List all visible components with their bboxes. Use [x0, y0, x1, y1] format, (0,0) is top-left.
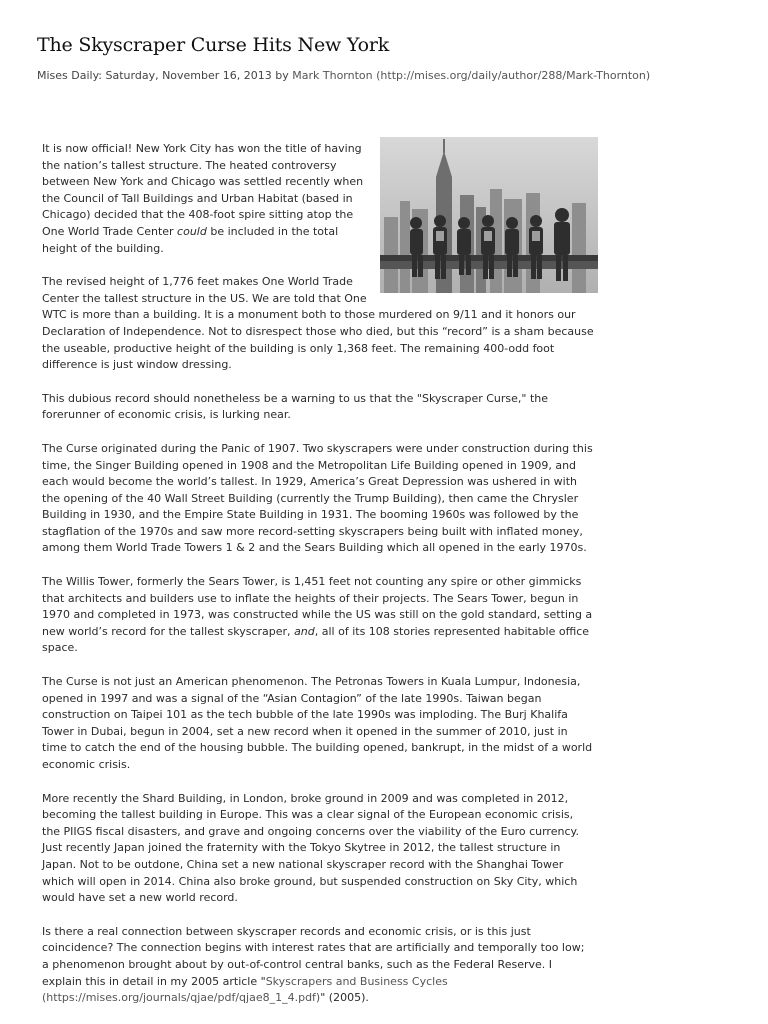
byline-source-date: Mises Daily: Saturday, November 16, 2013 by: [37, 69, 293, 82]
article-body: [42, 141, 594, 1024]
skyscrapers-business-cycles-link[interactable]: Skyscrapers and Business Cycles (https://mises.org/journals/qjae/pdf/qjae8_1_4.pdf): [42, 974, 448, 1005]
paragraph-8: Is there a real connection between skyscraper records and economic crisis, or is this just coincidence? The connection begins with interest rates that are artificially and temporally too low; a phenomenon brought about by out-of-control central banks, such as the Federal Reserve. I explain this in detail in my 2005 article "Skyscrapers and Business Cycles (https://mises.org/journals/qjae/pdf/qjae8_1_4.pdf)" (2005).: [42, 924, 585, 1005]
paragraph-5: The Willis Tower, formerly the Sears Tower, is 1,451 feet not counting any spire or other gimmicks that architects and builders use to inflate the heights of their projects. The Sears Tower, begun in 1970 and completed in 1973, was constructed while the US was still on the gold standard, setting a new world’s record for the tallest skyscraper, and, all of its 108 stories represented habitable office space.: [42, 575, 593, 655]
author-link[interactable]: Mark Thornton: [292, 69, 373, 82]
paragraph-4: The Curse originated during the Panic of 1907. Two skyscrapers were under construction during this time, the Singer Building opened in 1908 and the Metropolitan Life Building opened in 1909, and each would become the world’s tallest. In 1929, America’s Great Depression was ushered in with the opening of the 40 Wall Street Building (currently the Trump Building), then came the Chrysler Building in 1930, and the Empire State Building in 1931. The booming 1960s was followed by the stagflation of the 1970s and saw more record-setting skyscrapers being built with inflated money, among them World Trade Towers 1 & 2 and the Sears Building which all opened in the early 1970s.: [42, 441, 593, 555]
paragraph-1: It is now official! New York City has won the title of having the nation’s tallest structure. The heated controversy between New York and Chicago was settled recently when the Council of Tall Buildings and Urban Habitat (based in Chicago) decided that the 408-foot spire sitting atop the One World Trade Center could be included in the total height of the building.: [42, 142, 364, 255]
paragraph-2: The revised height of 1,776 feet makes One World Trade Center the tallest structure in the US. We are told that One WTC is more than a building. It is a monument both to those murdered on 9/11 and it honors our Declaration of Independence. Not to disrespect those who died, but this “record” is a sham because the useable, productive height of the building is only 1,368 feet. The remaining 400-odd foot difference is just window dressing.: [42, 275, 594, 372]
paragraph-6: The Curse is not just an American phenomenon. The Petronas Towers in Kuala Lumpur, Indonesia, opened in 1997 and was a signal of the “Asian Contagion” of the late 1990s. Taiwan began construction on Taipei 101 as the tech bubble of the late 1990s was imploding. The Burj Khalifa Tower in Dubai, begun in 2004, set a new record when it opened in the summer of 2010, just in time to catch the end of the housing bubble. The building opened, bankrupt, in the midst of a world economic crisis.: [42, 675, 593, 771]
article-byline: [37, 69, 650, 82]
article-title: The Skyscraper Curse Hits New York: [37, 34, 390, 56]
paragraph-7: More recently the Shard Building, in London, broke ground in 2009 and was completed in 2012, becoming the tallest building in Europe. This was a clear signal of the European economic crisis, the PIIGS fiscal disasters, and grave and ongoing concerns over the viability of the Euro currency. Just recently Japan joined the fraternity with the Tokyo Skytree in 2012, the tallest structure in Japan. Not to be outdone, China set a new national skyscraper record with the Shanghai Tower which will open in 2014. China also broke ground, but suspended construction on Sky City, which would have set a new world record.: [42, 791, 579, 905]
photo-lunch-atop-skyscraper-icon: [380, 137, 598, 293]
paragraph-3: This dubious record should nonetheless be a warning to us that the "Skyscraper Curse," the forerunner of economic crisis, is lurking near.: [42, 391, 549, 422]
author-url[interactable]: (http://mises.org/daily/author/288/Mark-Thornton): [372, 69, 651, 82]
